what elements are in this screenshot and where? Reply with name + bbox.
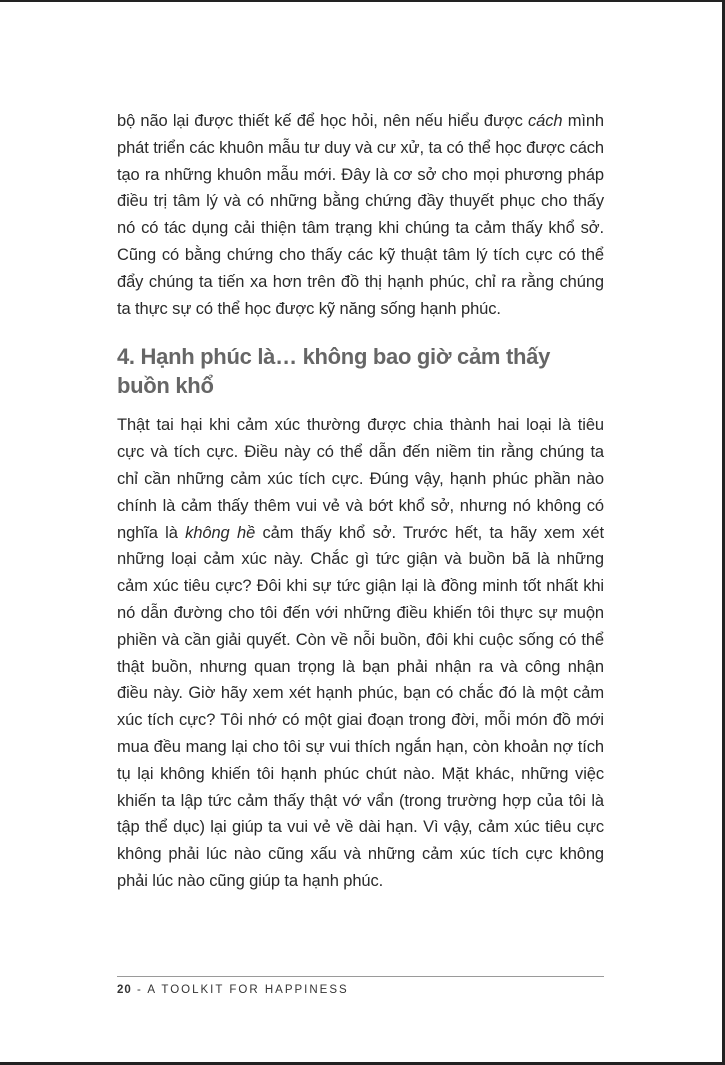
paragraph-2 [117, 412, 604, 894]
page-content [117, 108, 604, 895]
section-heading: 4. Hạnh phúc là… không bao giờ cảm thấy buồn khổ [117, 344, 551, 399]
page-footer [117, 984, 349, 996]
footer-divider [117, 976, 604, 977]
footer-separator: - [131, 984, 148, 996]
paragraph-1-text-b: mình phát triển các khuôn mẫu tư duy và cư xử, ta có thể học được cách tạo ra những khuôn mẫu mới. Đây là cơ sở cho mọi phương pháp điều trị tâm lý và có những bằng chứng đầy thuyết phục cho thấy nó có tác dụng cải thiện tâm trạng khi chúng ta cảm thấy khổ sở. Cũng có bằng chứng cho thấy các kỹ thuật tâm lý tích cực có thể đẩy chúng ta tiến xa hơn trên đồ thị hạnh phúc, chỉ ra rằng chúng ta thực sự có thể học được kỹ năng sống hạnh phúc. [117, 112, 604, 318]
paragraph-1-emphasis: cách [528, 112, 563, 130]
running-title: A TOOLKIT FOR HAPPINESS [147, 984, 349, 996]
page-number: 20 [117, 984, 132, 996]
paragraph-2-text-a: Thật tai hại khi cảm xúc thường được chia thành hai loại là tiêu cực và tích cực. Điều này có thể dẫn đến niềm tin rằng chúng ta chỉ cần những cảm xúc tích cực. Đúng vậy, hạnh phúc phần nào chính là cảm thấy thêm vui vẻ và bớt khổ sở, nhưng nó không có nghĩa là [117, 416, 604, 542]
paragraph-2-text-b: cảm thấy khổ sở. Trước hết, ta hãy xem xét những loại cảm xúc này. Chắc gì tức giận và buồn bã là những cảm xúc tiêu cực? Đôi khi sự tức giận lại là đồng minh tốt nhất khi nó dẫn đường cho tôi đến với những điều khiến tôi thực sự muộn phiền và cần giải quyết. Còn về nỗi buồn, đôi khi cuộc sống có thể thật buồn, nhưng quan trọng là bạn phải nhận ra và công nhận điều này. Giờ hãy xem xét hạnh phúc, bạn có chắc đó là một cảm xúc tích cực? Tôi nhớ có một giai đoạn trong đời, mỗi món đồ mới mua đều mang lại cho tôi sự vui thích ngắn hạn, còn khoản nợ tích tụ lại không khiến tôi hạnh phúc chút nào. Mặt khác, những việc khiến ta lập tức cảm thấy thật vớ vẩn (trong trường hợp của tôi là tập thể dục) lại giúp ta vui vẻ về dài hạn. Vì vậy, cảm xúc tiêu cực không phải lúc nào cũng xấu và những cảm xúc tích cực không phải lúc nào cũng giúp ta hạnh phúc. [117, 523, 604, 890]
paragraph-1-text-a: bộ não lại được thiết kế để học hỏi, nên nếu hiểu được [117, 112, 529, 130]
paragraph-1 [117, 108, 604, 322]
paragraph-2-emphasis: không hề [185, 523, 256, 542]
